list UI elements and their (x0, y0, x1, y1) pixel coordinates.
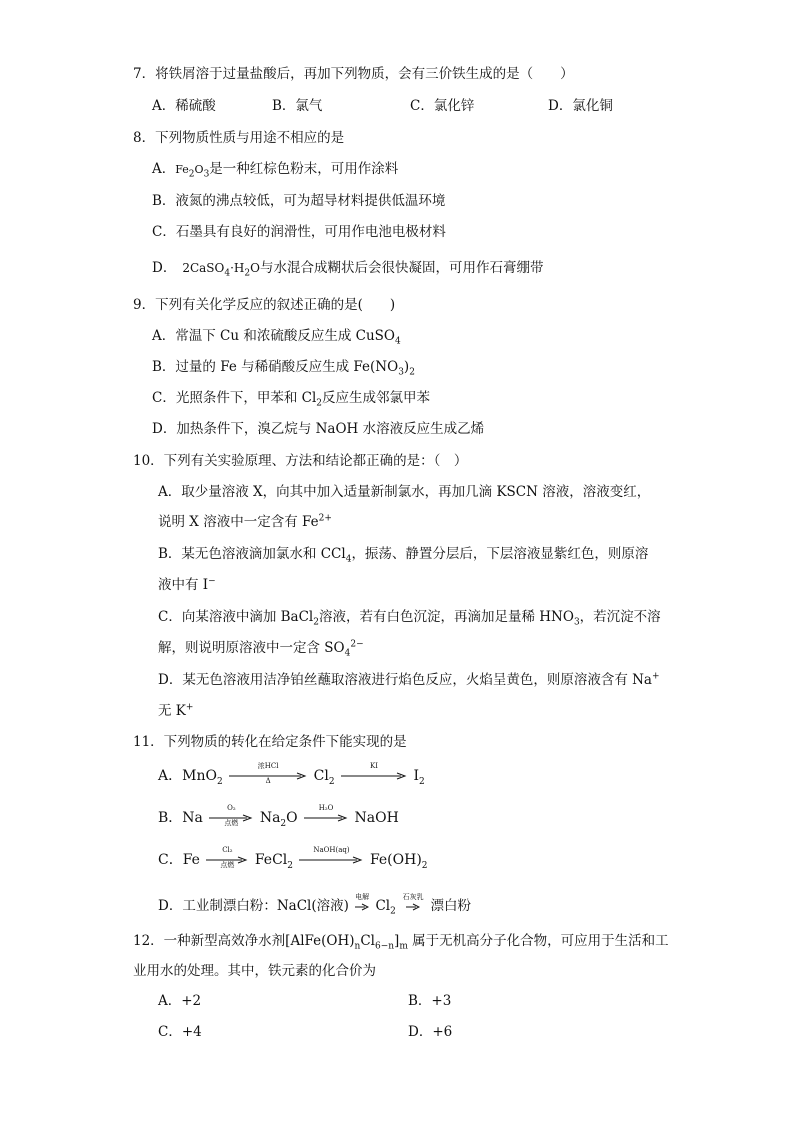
q10-option-a-line1: A．取少量溶液 X，向其中加入适量新制氯水，再加几滴 KSCN 溶液，溶液变红， (158, 484, 651, 500)
q8-option-d: D． $2CaSO_4\cdot H_2O$与水混合成糊状后会很快凝固，可用作石膏绷带 (152, 260, 544, 279)
reaction-arrow: KI (341, 772, 407, 780)
question-12-stem-line1: 12．一种新型高效净水剂$[AlFe(OH)_nCl_{6-n}]_m$ 属于无机高分子化合物，可应用于生活和工 (133, 933, 669, 952)
q10-option-b-line1: B．某无色溶液滴加氯水和 CCl$_4$，振荡、静置分层后，下层溶液显紫红色，则原溶 (158, 546, 649, 565)
q12-option-d: D．+6 (408, 1024, 453, 1040)
q12-option-c: C．+4 (158, 1024, 202, 1040)
reaction-arrow: 石灰乳 (406, 903, 420, 911)
reaction-arrow: H₂O (304, 814, 348, 822)
question-11-stem: 11．下列物质的转化在给定条件下能实现的是 (133, 734, 407, 750)
q8-option-c: C．石墨具有良好的润滑性，可用作电池电极材料 (152, 224, 446, 240)
question-9-stem: 9．下列有关化学反应的叙述正确的是( ) (133, 297, 396, 313)
q11-option-a: A．MnO$_2$ 浓HCl Δ $Cl_2$ KI $I_2$ (158, 762, 425, 787)
q11-option-d: D．工业制漂白粉：NaCl(溶液) 电解 $Cl_2$ 石灰乳 漂白粉 (158, 892, 471, 917)
question-8-stem: 8．下列物质性质与用途不相应的是 (133, 130, 345, 146)
q10-option-c-line1: C．向某溶液中滴加 BaCl$_2$溶液，若有白色沉淀，再滴加足量稀 $HNO_3$，若沉淀不溶 (158, 609, 661, 628)
q11-option-b: B．Na O₂ 点燃 $Na_2O$ H₂O NaOH (158, 804, 399, 829)
q10-option-a-line2: 说明 X 溶液中一定含有 $Fe^{2+}$ (158, 513, 332, 530)
question-10-stem: 10．下列有关实验原理、方法和结论都正确的是：（ ） (133, 453, 468, 469)
q9-option-c: C．光照条件下，甲苯和 $Cl_2$反应生成邻氯甲苯 (152, 390, 431, 409)
q9-option-d: D．加热条件下，溴乙烷与 NaOH 水溶液反应生成乙烯 (152, 421, 485, 437)
q10-option-d-line1: D．某无色溶液用洁净铂丝蘸取溶液进行焰色反应，火焰呈黄色，则原溶液含有 Na+ (158, 671, 660, 688)
reaction-arrow: Cl₂ 点燃 (206, 856, 248, 864)
q12-option-b: B．+3 (408, 993, 452, 1009)
q7-option-b: B．氯气 (272, 98, 323, 114)
q7-option-a: A．稀硫酸 (152, 98, 216, 114)
q8-option-a: A．$Fe_2O_3$是一种红棕色粉末，可用作涂料 (152, 161, 399, 180)
q7-option-d: D．氯化铜 (548, 98, 613, 114)
question-12-stem-line2: 业用水的处理。其中，铁元素的化合价为 (133, 963, 376, 979)
reaction-arrow: O₂ 点燃 (209, 814, 253, 822)
q10-option-c-line2: 解，则说明原溶液中一定含 $SO_4^{2-}$ (158, 639, 364, 659)
q7-option-c: C．氯化锌 (410, 98, 475, 114)
q10-option-b-line2: 液中有 I− (158, 576, 216, 593)
question-7-stem: 7．将铁屑溶于过量盐酸后，再加下列物质，会有三价铁生成的是（ ） (133, 66, 574, 82)
reaction-arrow: 浓HCl Δ (229, 772, 307, 780)
reaction-arrow: NaOH(aq) (299, 856, 363, 864)
q8-option-b: B．液氮的沸点较低，可为超导材料提供低温环境 (152, 193, 446, 209)
q12-option-a: A．+2 (158, 993, 202, 1009)
q9-option-a: A．常温下 Cu 和浓硫酸反应生成 CuSO$_4$ (152, 328, 401, 347)
q11-option-c: C．Fe Cl₂ 点燃 FeCl$_2$ NaOH(aq) $Fe(OH)_2$ (158, 846, 428, 871)
reaction-arrow: 电解 (355, 903, 369, 911)
q9-option-b: B．过量的 Fe 与稀硝酸反应生成 $Fe(NO_3)_2$ (152, 359, 415, 378)
q10-option-d-line2: 无 K+ (158, 702, 194, 719)
